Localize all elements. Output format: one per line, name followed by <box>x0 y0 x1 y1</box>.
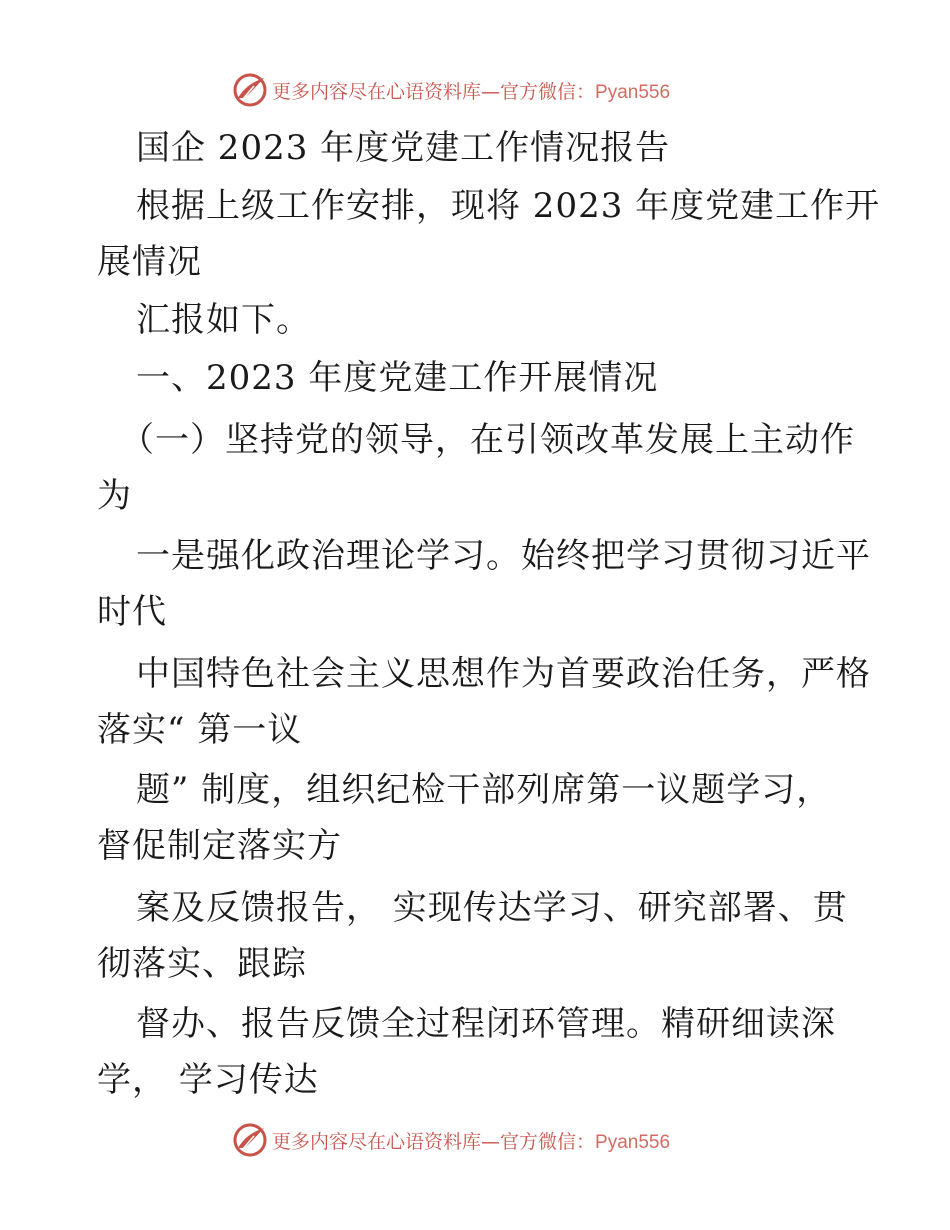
quill-logo-icon <box>232 1122 268 1158</box>
doc-title: 国企 2023 年度党建工作情况报告 <box>136 128 671 168</box>
quill-logo-icon <box>232 72 268 108</box>
paragraph-line: 中国特色社会主义思想作为首要政治任务，严格 <box>136 654 871 694</box>
subsection-heading: 为 <box>97 476 132 516</box>
paragraph-line: 学， 学习传达 <box>97 1060 319 1100</box>
watermark-banner-top <box>232 70 712 110</box>
watermark-banner-bottom <box>232 1120 712 1160</box>
paragraph-line: 落实“ 第一议 <box>97 710 303 750</box>
watermark-text: 更多内容尽在心语资料库—官方微信：Pyan556 <box>272 1130 671 1153</box>
paragraph-line: 题” 制度，组织纪检干部列席第一议题学习， <box>136 770 832 810</box>
paragraph-line: 督办、报告反馈全过程闭环管理。精研细读深 <box>136 1004 836 1044</box>
watermark-text: 更多内容尽在心语资料库—官方微信：Pyan556 <box>272 80 671 103</box>
paragraph-line: 一是强化政治理论学习。始终把学习贯彻习近平 <box>136 536 871 576</box>
paragraph-line: 彻落实、跟踪 <box>97 944 307 984</box>
paragraph-line: 督促制定落实方 <box>97 826 342 866</box>
paragraph-line: 时代 <box>97 592 167 632</box>
paragraph-line: 案及反馈报告， 实现传达学习、研究部署、贯 <box>136 888 848 928</box>
paragraph-line: 根据上级工作安排，现将 2023 年度党建工作开 <box>136 186 881 226</box>
paragraph-line: 展情况 <box>97 242 202 282</box>
section-heading: 一、2023 年度党建工作开展情况 <box>136 358 659 398</box>
paragraph-line: 汇报如下。 <box>136 300 311 340</box>
subsection-heading: （一）坚持党的领导，在引领改革发展上主动作 <box>120 420 855 460</box>
